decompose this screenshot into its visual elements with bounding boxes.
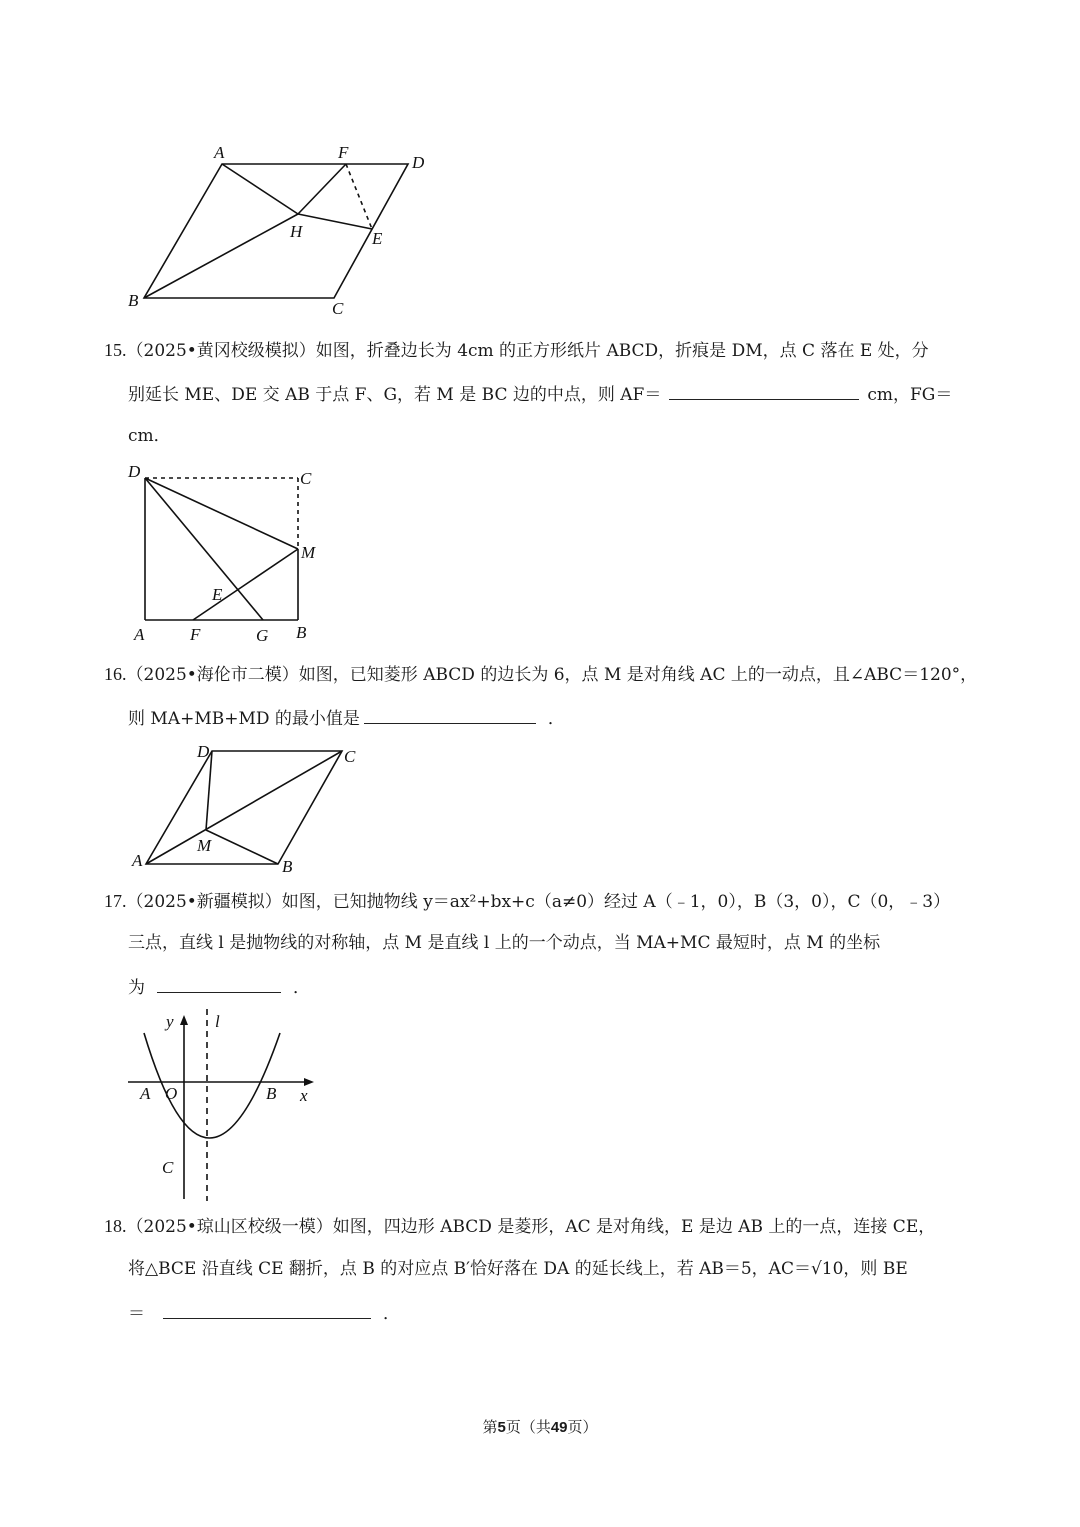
label-c: C: [300, 469, 312, 488]
footer-page-number: 5: [497, 1419, 506, 1436]
label-c: C: [344, 747, 356, 766]
x-axis-arrow: [304, 1078, 314, 1086]
label-e: E: [372, 229, 383, 248]
footer-suffix: 页）: [567, 1418, 598, 1436]
label-f: F: [338, 143, 349, 162]
q17-answer-blank[interactable]: [157, 974, 281, 993]
figure-q15-square: [120, 458, 340, 650]
figure-q16-rhombus: [120, 738, 370, 878]
q16-line2: [128, 705, 565, 731]
label-a: A: [140, 1084, 151, 1103]
q18-source: （2025•琼山区校级一模）: [126, 1217, 333, 1237]
q18-answer-blank[interactable]: [163, 1300, 371, 1319]
label-c: C: [332, 299, 344, 318]
label-c: C: [162, 1158, 174, 1177]
label-b: B: [128, 291, 139, 310]
footer-total-pages: 49: [550, 1419, 568, 1436]
footer-prefix: 第: [482, 1418, 498, 1436]
q18-line2: [128, 1257, 908, 1281]
q17-line1: [104, 889, 950, 914]
q15-source: （2025•黄冈校级模拟）: [126, 341, 316, 361]
figure-q17-parabola: [120, 1005, 330, 1205]
q15-line1: [104, 338, 929, 363]
label-e: E: [212, 585, 223, 604]
label-d: D: [412, 153, 425, 172]
q18-text-1: 如图，四边形 ABCD 是菱形，AC 是对角线，E 是边 AB 上的一点，连接 CE，: [332, 1217, 936, 1237]
q15-answer-blank-af[interactable]: [669, 381, 859, 400]
q17-text-3b: ．: [293, 978, 310, 998]
label-d: D: [128, 462, 141, 481]
q16-text-1: 如图，已知菱形 ABCD 的边长为 6，点 M 是对角线 AC 上的一动点，且∠ABC＝120°，: [298, 665, 978, 685]
label-a: A: [134, 625, 145, 644]
q18-text-3a: ＝: [128, 1304, 145, 1324]
q16-source: （2025•海伦市二模）: [126, 665, 299, 685]
q18-line3: [128, 1300, 400, 1326]
y-axis-arrow: [180, 1015, 188, 1025]
q16-answer-blank[interactable]: [364, 705, 536, 724]
q17-source: （2025•新疆模拟）: [126, 892, 282, 912]
label-m: M: [197, 836, 212, 855]
label-d: D: [197, 742, 210, 761]
label-m: M: [301, 543, 316, 562]
figure-q14-parallelogram: [120, 140, 440, 320]
label-b: B: [266, 1084, 277, 1103]
q17-number: 17.: [104, 891, 127, 911]
label-h: H: [290, 222, 303, 241]
q15-text-2b: cm，FG＝: [867, 385, 953, 405]
page-footer: [0, 1416, 1080, 1437]
label-y: y: [166, 1012, 174, 1031]
q15-text-2a: 别延长 ME、DE 交 AB 于点 F、G，若 M 是 BC 边的中点，则 AF＝: [128, 385, 662, 405]
q16-line1: [104, 662, 977, 687]
label-a: A: [132, 851, 143, 870]
label-a: A: [214, 143, 225, 162]
label-l: l: [215, 1012, 220, 1031]
q15-line2: [128, 381, 952, 407]
q17-text-1: 如图，已知抛物线 y＝ax²+bx+c（a≠0）经过 A（﹣1，0），B（3，0），C（0，﹣3）: [281, 892, 951, 912]
label-o: O: [165, 1084, 178, 1103]
label-g: G: [256, 626, 269, 645]
q15-text-1: 如图，折叠边长为 4cm 的正方形纸片 ABCD，折痕是 DM，点 C 落在 E 处，分: [315, 341, 929, 361]
parallelogram-abcd: [144, 164, 408, 298]
q16-number: 16.: [104, 664, 127, 684]
label-x: x: [300, 1086, 308, 1105]
q17-line2: [128, 931, 880, 955]
q16-text-2a: 则 MA+MB+MD 的最小值是: [128, 709, 360, 729]
label-f: F: [190, 625, 201, 644]
q17-line3: [128, 974, 310, 1000]
q17-text-3a: 为: [128, 978, 145, 998]
q17-text-2: 三点，直线 l 是抛物线的对称轴，点 M 是直线 l 上的一个动点，当 MA+MC 最短时，点 M 的坐标: [128, 933, 881, 953]
q18-text-2: 将△BCE 沿直线 CE 翻折，点 B 的对应点 B′恰好落在 DA 的延长线上，若 AB＝5，AC＝√10，则 BE: [128, 1259, 908, 1279]
q15-line3: [128, 424, 171, 448]
q15-number: 15.: [104, 340, 127, 360]
q18-line1: [104, 1214, 935, 1239]
footer-mid: 页（共: [505, 1418, 551, 1436]
q15-text-3: cm．: [128, 426, 171, 446]
label-b: B: [296, 623, 307, 642]
q18-number: 18.: [104, 1216, 127, 1236]
q18-text-3b: ．: [383, 1304, 400, 1324]
q16-text-2b: ．: [547, 709, 565, 729]
label-b: B: [282, 857, 293, 876]
